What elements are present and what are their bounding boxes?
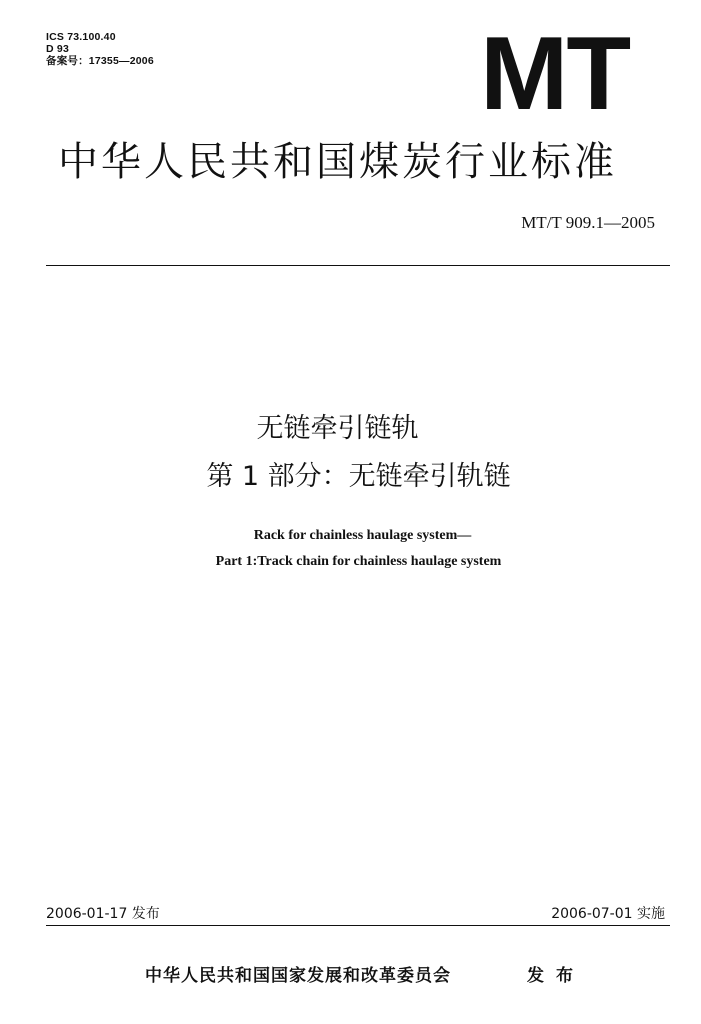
chinese-title-line-1: 无链牵引链轨	[256, 413, 419, 444]
ccs-code: D 93	[46, 43, 69, 55]
record-number: 备案号：17355—2006	[46, 55, 154, 67]
classification-block	[46, 31, 154, 67]
mt-logo: MT	[480, 16, 630, 132]
english-title-line-1: Rack for chainless haulage system—	[253, 528, 472, 543]
top-divider	[46, 265, 670, 266]
chinese-title-line-2: 第 1 部分：无链牵引轨链	[206, 461, 511, 492]
implementation-date: 2006-07-01 实施	[551, 906, 665, 922]
bottom-divider	[46, 925, 670, 926]
ics-code: ICS 73.100.40	[46, 31, 116, 43]
english-title-line-2: Part 1:Track chain for chainless haulage system	[215, 554, 502, 569]
standard-name: 中华人民共和国煤炭行业标准	[58, 139, 617, 185]
standard-number: MT/T 909.1—2005	[521, 213, 655, 232]
issue-date: 2006-01-17 发布	[46, 906, 160, 922]
publish-label: 发布	[527, 966, 585, 986]
issuing-authority: 中华人民共和国国家发展和改革委员会	[145, 966, 451, 986]
